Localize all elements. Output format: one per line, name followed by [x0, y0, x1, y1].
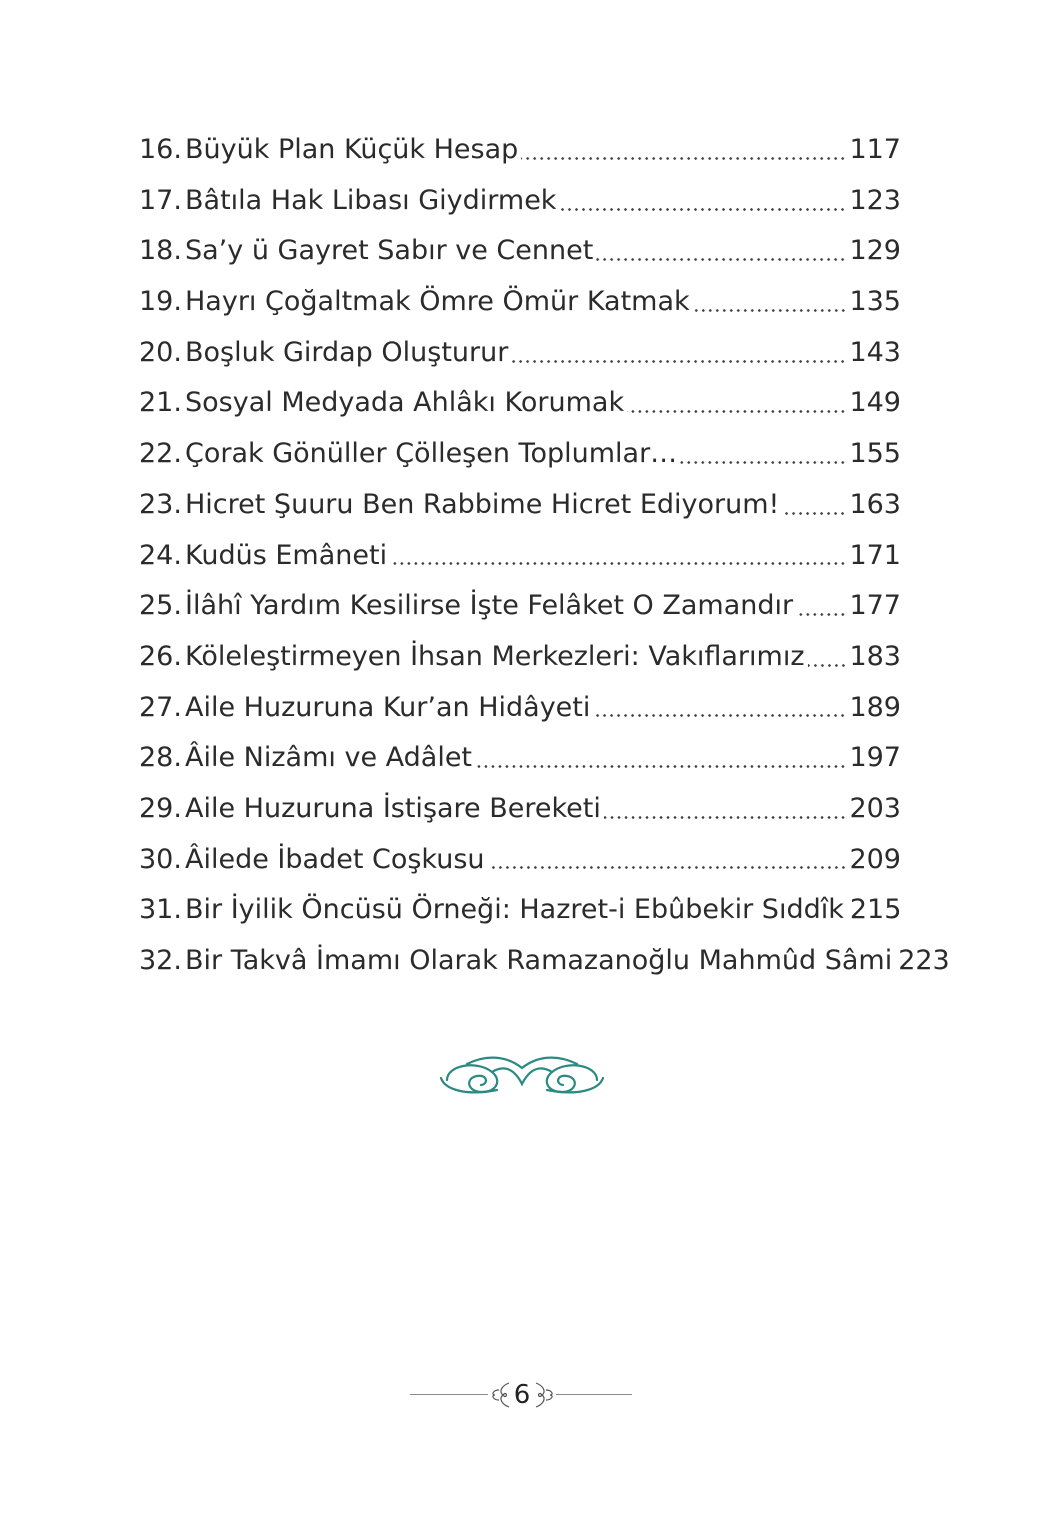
- toc-entry-number: 20.: [139, 336, 182, 368]
- toc-dot-leader: [488, 866, 847, 869]
- toc-entry-number: 22.: [139, 438, 182, 470]
- toc-entry-title: Âilede İbadet Coşkusu: [185, 843, 485, 875]
- footer-rule-left: [410, 1394, 488, 1395]
- toc-entry: [139, 277, 901, 328]
- toc-entry-title: Hicret Şuuru Ben Rabbime Hicret Ediyorum!: [185, 488, 780, 520]
- toc-dot-leader: [593, 714, 846, 717]
- toc-entry-title: Aile Huzuruna İstişare Bereketi: [185, 792, 601, 824]
- toc-entry-title: Bir Takvâ İmamı Olarak Ramazanoğlu Mahmûd Sâmi: [185, 945, 893, 976]
- toc-entry-number: 32.: [139, 945, 182, 976]
- toc-dot-leader: [390, 562, 846, 565]
- toc-entry-title: Büyük Plan Küçük Hesap: [185, 134, 519, 165]
- toc-dot-leader: [604, 816, 847, 819]
- toc-dot-leader: [521, 157, 846, 160]
- toc-entry-number: 18.: [139, 235, 182, 267]
- toc-entry-page: 149: [849, 387, 901, 419]
- toc-entry-number: 23.: [139, 488, 182, 520]
- toc-entry-title: İlâhî Yardım Kesilirse İşte Felâket O Zamandır: [185, 590, 794, 622]
- toc-entry-title: Köleleştirmeyen İhsan Merkezleri: Vakıflarımız: [185, 640, 805, 672]
- toc-dot-leader: [796, 613, 846, 616]
- toc-entry-number: 16.: [139, 134, 182, 165]
- toc-entry: [139, 328, 901, 379]
- toc-entry: [139, 531, 901, 582]
- toc-entry-title: Boşluk Girdap Oluşturur: [185, 336, 509, 368]
- toc-entry-number: 28.: [139, 742, 182, 774]
- footer-flourish-right-icon: [534, 1380, 556, 1410]
- toc-entry: [139, 936, 950, 987]
- toc-dot-leader: [475, 765, 846, 768]
- toc-entry-title: Çorak Gönüller Çölleşen Toplumlar…: [185, 438, 678, 470]
- toc-entry-number: 30.: [139, 843, 182, 875]
- toc-dot-leader: [627, 410, 846, 413]
- toc-entry: [139, 835, 901, 886]
- toc-entry-page: 183: [849, 640, 901, 672]
- toc-entry-page: 171: [849, 539, 901, 571]
- toc-entry-page: 203: [849, 792, 901, 824]
- page-number: 6: [513, 1380, 531, 1410]
- footer-rule-right: [556, 1394, 632, 1395]
- toc-entry: [139, 784, 901, 835]
- toc-entry: [139, 429, 901, 480]
- toc-entry-page: 177: [849, 590, 901, 622]
- toc-entry-number: 29.: [139, 792, 182, 824]
- toc-entry: [139, 581, 901, 632]
- toc-entry-page: 189: [849, 691, 901, 723]
- toc-dot-leader: [511, 360, 846, 363]
- toc-entry: [139, 176, 901, 227]
- toc-entry-number: 19.: [139, 286, 182, 318]
- footer-flourish-left-icon: [489, 1380, 511, 1410]
- toc-entry: [139, 733, 901, 784]
- toc-dot-leader: [808, 664, 847, 667]
- toc-entry-title: Sosyal Medyada Ahlâkı Korumak: [185, 387, 625, 419]
- toc-entry-title: Bâtıla Hak Libası Giydirmek: [185, 184, 557, 216]
- toc-entry: [139, 480, 901, 531]
- toc-entry: [139, 226, 901, 277]
- toc-dot-leader: [680, 461, 846, 464]
- toc-entry-page: 197: [849, 742, 901, 774]
- toc-entry-number: 24.: [139, 539, 182, 571]
- toc-dot-leader: [559, 208, 846, 211]
- table-of-contents: [139, 125, 950, 987]
- toc-entry-title: Bir İyilik Öncüsü Örneği: Hazret-i Ebûbekir Sıddîk: [185, 894, 844, 926]
- toc-dot-leader: [596, 258, 846, 261]
- toc-entry-number: 31.: [139, 894, 182, 926]
- scroll-ornament-icon: [437, 1050, 607, 1100]
- toc-entry-number: 25.: [139, 590, 182, 622]
- toc-entry-title: Sa’y ü Gayret Sabır ve Cennet: [185, 235, 594, 267]
- toc-entry-number: 26.: [139, 640, 182, 672]
- toc-entry-page: 143: [849, 336, 901, 368]
- toc-entry-page: 163: [849, 488, 901, 520]
- toc-dot-leader: [693, 309, 847, 312]
- toc-entry-page: 135: [849, 286, 901, 318]
- toc-entry-title: Âile Nizâmı ve Adâlet: [185, 742, 473, 774]
- toc-entry-page: 129: [849, 235, 901, 267]
- toc-entry-title: Aile Huzuruna Kur’an Hidâyeti: [185, 691, 591, 723]
- toc-entry: [139, 683, 901, 734]
- toc-entry-page: 123: [849, 184, 901, 216]
- toc-entry: [139, 885, 901, 936]
- toc-entry-title: Kudüs Emâneti: [185, 539, 388, 571]
- toc-entry: [139, 125, 901, 176]
- toc-entry-page: 215: [849, 894, 902, 926]
- toc-entry-page: 223: [898, 945, 950, 976]
- toc-entry-page: 209: [849, 843, 901, 875]
- toc-entry-number: 27.: [139, 691, 182, 723]
- toc-dot-leader: [782, 512, 846, 515]
- toc-entry-number: 17.: [139, 184, 182, 216]
- toc-entry-title: Hayrı Çoğaltmak Ömre Ömür Katmak: [185, 286, 690, 318]
- toc-entry-page: 155: [849, 438, 901, 470]
- toc-entry: [139, 632, 901, 683]
- toc-entry: [139, 378, 901, 429]
- toc-entry-page: 117: [849, 134, 901, 165]
- toc-entry-number: 21.: [139, 387, 182, 419]
